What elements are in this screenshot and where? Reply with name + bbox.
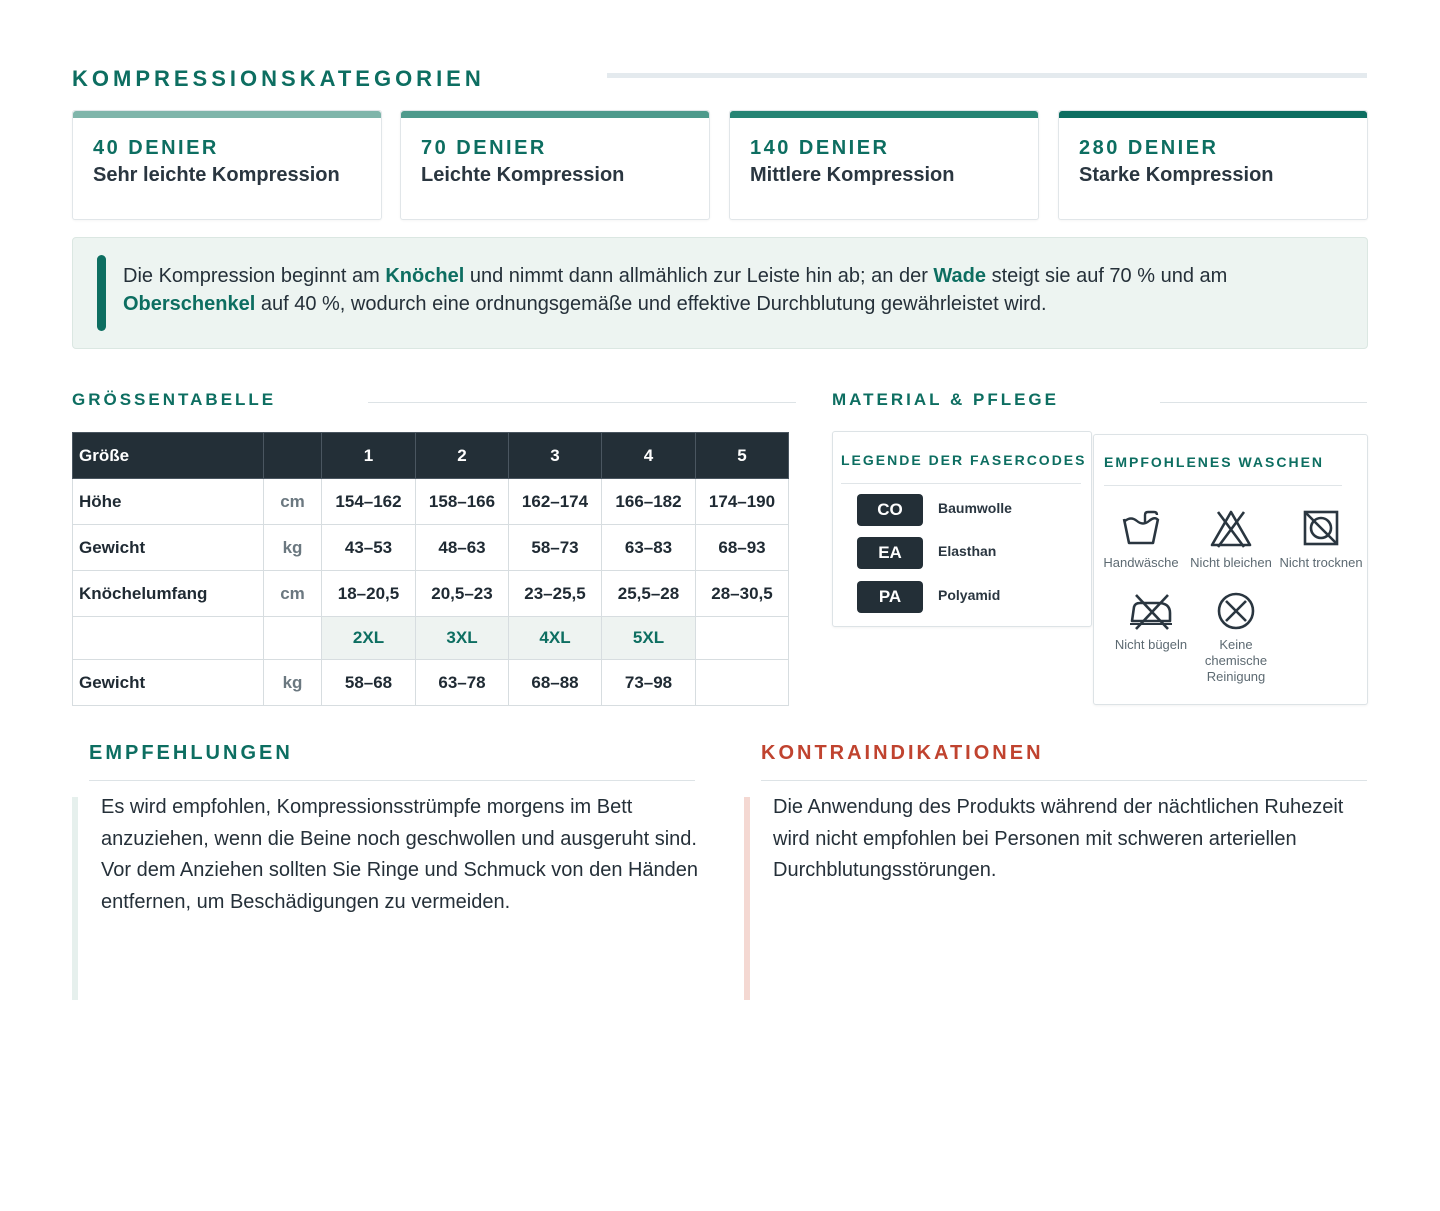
table-row [73,660,789,706]
table-cell: 4XL [509,617,602,660]
table-cell: Höhe [73,479,264,525]
table-cell: 73–98 [602,660,696,706]
table-cell: 58–68 [322,660,416,706]
washing-card [1093,434,1368,705]
category-level: Leichte Kompression [421,164,625,186]
category-card-280 [1058,110,1368,220]
no-bleach-icon [1209,509,1253,549]
info-highlight: Oberschenkel [123,293,256,315]
contraindications-text: Die Anwendung des Produkts während der nächtlichen Ruhezeit wird nicht empfohlen bei Personen mit schweren arteriellen Durchblutungsstörungen. [773,796,1344,881]
table-header-cell: 1 [322,433,416,479]
table-cell: 154–162 [322,479,416,525]
category-card-40 [72,110,382,220]
wash-item [1104,591,1198,653]
category-denier: 140 DENIER [750,137,890,159]
material-title: MATERIAL & PFLEGE [832,390,1059,409]
title-divider [607,73,1367,78]
table-cell: 58–73 [509,525,602,571]
category-bar [73,111,381,118]
fiber-name: Polyamid [938,587,1001,603]
table-cell: kg [264,660,322,706]
table-cell: 68–88 [509,660,602,706]
table-header-row [73,433,789,479]
info-highlight: Knöchel [385,265,465,287]
table-row [73,571,789,617]
table-cell: 18–20,5 [322,571,416,617]
table-cell [264,617,322,660]
wash-item [1274,509,1368,571]
info-accent-bar [97,255,106,331]
table-cell: 68–93 [696,525,789,571]
category-bar [730,111,1038,118]
category-bar [401,111,709,118]
table-row-xl-sizes [73,617,789,660]
table-cell [73,617,264,660]
wash-label: Nicht bügeln [1114,637,1188,652]
table-cell: 174–190 [696,479,789,525]
fiber-legend-card [832,431,1092,627]
table-cell: 28–30,5 [696,571,789,617]
wash-item [1094,509,1188,571]
table-header-cell: 3 [509,433,602,479]
table-cell: Gewicht [73,660,264,706]
table-header-cell [264,433,322,479]
category-level: Starke Kompression [1079,164,1274,186]
contraindications-title: KONTRAINDIKATIONEN [761,742,1044,764]
table-header-cell: 4 [602,433,696,479]
fiber-name: Elasthan [938,543,997,559]
info-highlight: Wade [933,265,987,287]
category-denier: 40 DENIER [93,137,219,159]
info-text-part: auf 40 %, wodurch eine ordnungsgemäße und effektive Durchblutung gewährleistet wird. [255,293,1047,315]
table-cell: cm [264,479,322,525]
info-text-part: und nimmt dann allmählich zur Leiste hin ab; an der [464,265,934,287]
fiber-code-badge: PA [857,581,923,613]
category-level: Sehr leichte Kompression [93,164,340,186]
wash-item [1189,591,1283,685]
table-cell: 3XL [416,617,509,660]
categories-title: KOMPRESSIONSKATEGORIEN [72,66,485,91]
size-table [72,432,789,706]
table-header-cell: 2 [416,433,509,479]
wash-label: Nicht trocknen [1279,555,1363,570]
table-cell: 2XL [322,617,416,660]
wash-label: Keine chemische Reinigung [1204,637,1268,684]
no-dry-clean-icon [1214,591,1258,631]
table-cell: 23–25,5 [509,571,602,617]
recommendations-text: Es wird empfohlen, Kompressionsstrümpfe morgens im Bett anzuziehen, wenn die Beine noch geschwollen und ausgeruht sind. Vor dem Anziehen sollten Sie Ringe und Schmuck von den Händen entfernen, um Beschädigungen zu vermeiden. [101,796,699,913]
table-cell: 63–83 [602,525,696,571]
table-cell [696,617,789,660]
fiber-code-badge: CO [857,494,923,526]
category-bar [1059,111,1367,118]
table-cell: 162–174 [509,479,602,525]
fiber-legend-divider [841,483,1081,484]
table-cell: 158–166 [416,479,509,525]
wash-item [1184,509,1278,571]
table-header-cell: 5 [696,433,789,479]
category-level: Mittlere Kompression [750,164,955,186]
no-tumble-dry-icon [1299,509,1343,549]
table-cell: 63–78 [416,660,509,706]
fiber-code-badge: EA [857,537,923,569]
category-card-140 [729,110,1039,220]
recommendations-accent [72,797,78,1000]
table-cell: 166–182 [602,479,696,525]
fiber-name: Baumwolle [938,500,1012,516]
info-text [123,262,1343,318]
no-iron-icon [1128,591,1174,631]
material-divider [1160,402,1367,403]
table-cell: 5XL [602,617,696,660]
table-row [73,479,789,525]
table-header-cell: Größe [73,433,264,479]
info-text-part: Die Kompression beginnt am [123,265,386,287]
wash-label: Handwäsche [1103,555,1179,570]
size-table-title: GRÖSSENTABELLE [72,390,277,409]
table-cell: 43–53 [322,525,416,571]
contraindications-accent [744,797,750,1000]
table-cell: cm [264,571,322,617]
table-cell: 25,5–28 [602,571,696,617]
table-cell: 48–63 [416,525,509,571]
wash-label: Nicht bleichen [1190,555,1272,570]
compression-info-box [72,237,1368,349]
category-denier: 280 DENIER [1079,137,1219,159]
fiber-legend-title: LEGENDE DER FASERCODES [841,452,1087,468]
table-cell: Knöchelumfang [73,571,264,617]
category-denier: 70 DENIER [421,137,547,159]
recommendations-divider [89,780,695,781]
table-cell: 20,5–23 [416,571,509,617]
table-row [73,525,789,571]
handwash-icon [1119,509,1163,549]
recommendations-title: EMPFEHLUNGEN [89,742,293,764]
category-card-70 [400,110,710,220]
contraindications-divider [761,780,1367,781]
washing-title: EMPFOHLENES WASCHEN [1104,454,1325,470]
info-text-part: steigt sie auf 70 % und am [986,265,1228,287]
table-cell [696,660,789,706]
washing-divider [1104,485,1342,486]
size-table-divider [368,402,796,403]
table-cell: kg [264,525,322,571]
table-cell: Gewicht [73,525,264,571]
